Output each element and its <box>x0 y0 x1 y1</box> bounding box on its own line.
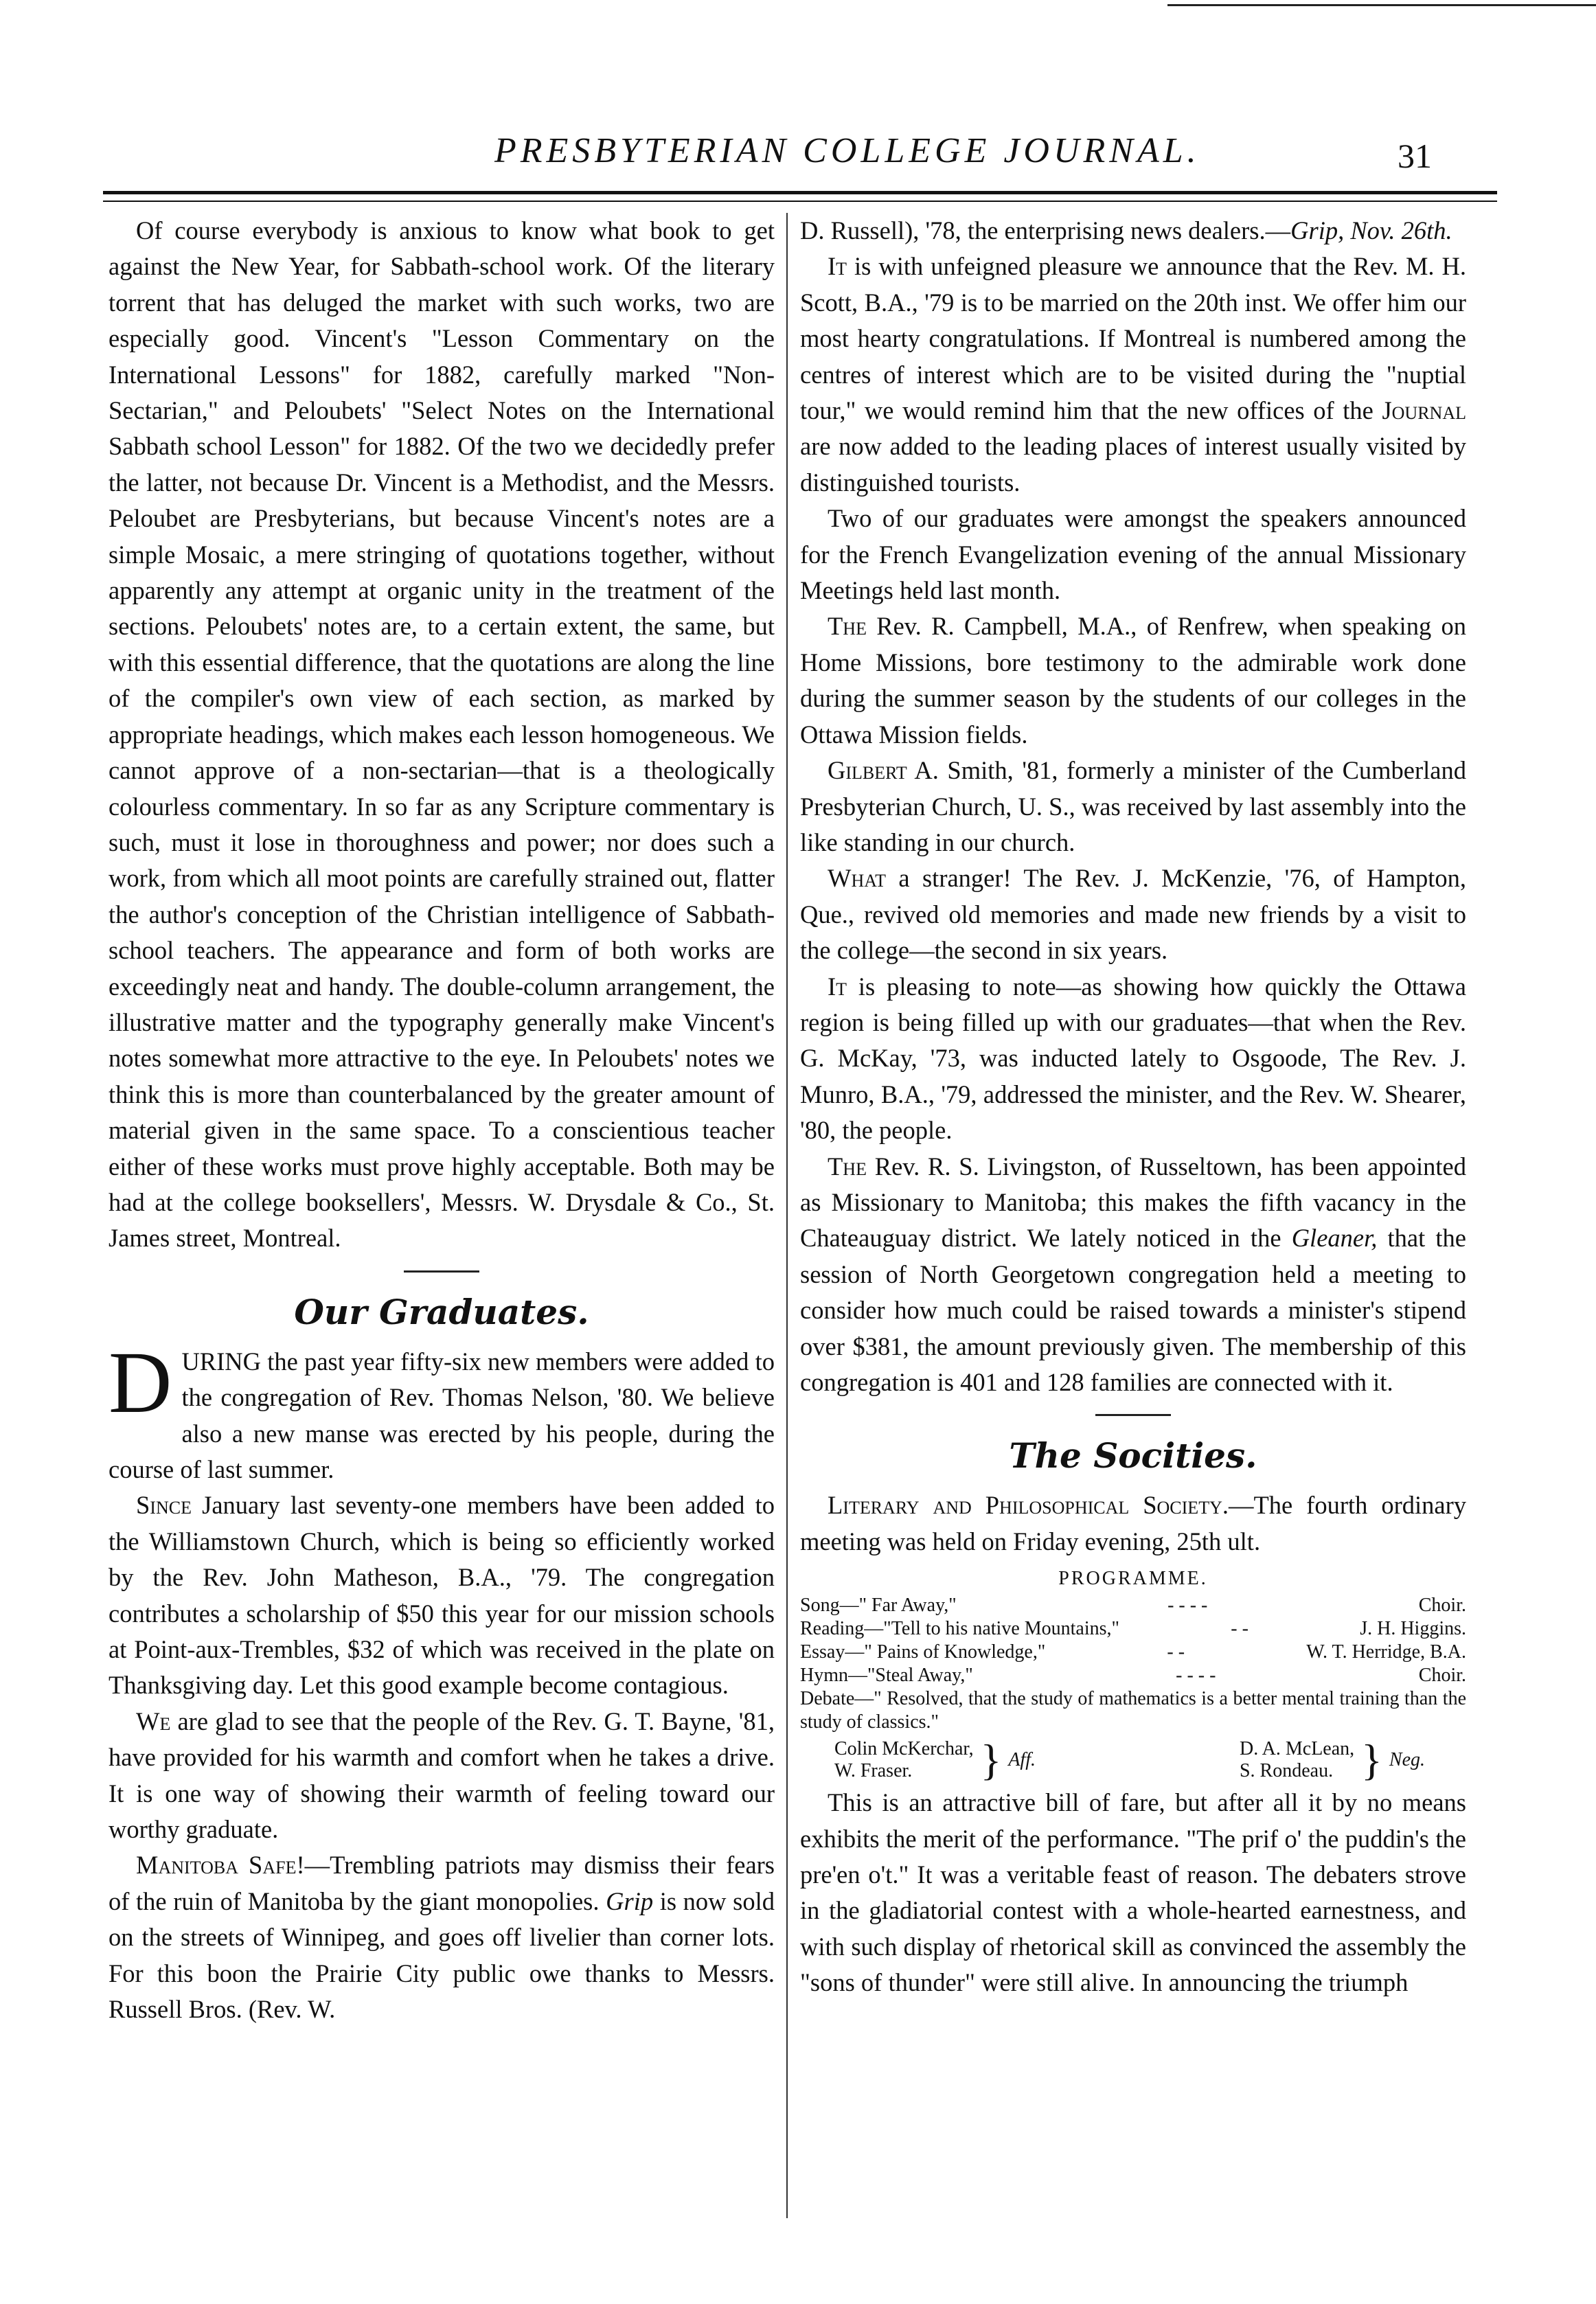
closing-paragraph: This is an attractive bill of fare, but after all it by no means exhibits the merit of the performance. "The prif o' the puddin's the pre'en o't." It was a veritable feast of reason. The debaters strove in the gladiatorial contest with a whole-hearted earnestness, and with such display of rhetorical skill as convinced the assembly the "sons of thunder" were still alive. In announcing the triumph <box>800 1788 1466 1997</box>
paragraph-text: Rev. R. Campbell, M.A., of Renfrew, when speaking on Home Missions, bore testimony to the admirable work done during the summer season by the students of our colleges in the Ottawa Mission fields. <box>800 612 1466 749</box>
item-title: Essay—" Pains of Knowledge," <box>800 1641 1046 1663</box>
literary-society-paragraph <box>800 1487 1466 1560</box>
citation: Grip, Nov. 26th. <box>1290 216 1452 244</box>
column-divider <box>786 213 788 2218</box>
debater-name: W. Fraser. <box>834 1760 913 1782</box>
left-column <box>109 213 775 2028</box>
graduates-heading: Our Graduates. <box>294 1291 589 1332</box>
section-divider <box>404 1270 479 1273</box>
paragraph-text: a stranger! The Rev. J. McKenzie, '76, of Hampton, Que., revived old memories and made new friends by a visit to the college—the second in six years. <box>800 864 1466 965</box>
ottawa-paragraph <box>800 969 1466 1149</box>
page-number: 31 <box>1398 137 1432 175</box>
paragraph-text: is pleasing to note—as showing how quickly the Ottawa region is being filled up with our graduates—that when the Rev. G. McKay, '73, was inducted lately to Osgoode, The Rev. J. Munro, B.A., '79, addressed the minister, and the Rev. W. Shearer, '80, the people. <box>800 972 1466 1145</box>
gleaner-title: Gleaner, <box>1291 1224 1378 1253</box>
item-performer: Choir. <box>1418 1665 1466 1687</box>
item-performer: W. T. Herridge, B.A. <box>1306 1641 1466 1663</box>
programme-item <box>800 1594 1466 1617</box>
item-performer: J. H. Higgins. <box>1360 1618 1466 1640</box>
lead-word: It <box>828 972 847 1001</box>
drop-cap: D <box>109 1333 172 1431</box>
paragraph-text: are glad to see that the people of the Rev. G. T. Bayne, '81, have provided for his warmth and comfort when he takes a drive. It is one way of showing their warmth of feeling toward our worthy graduate. <box>109 1707 775 1844</box>
mckenzie-paragraph <box>800 860 1466 968</box>
right-column <box>800 213 1466 2001</box>
programme-list <box>800 1594 1466 1687</box>
williamstown-paragraph <box>109 1487 775 1703</box>
lead-word: What <box>828 864 887 893</box>
programme-item <box>800 1641 1466 1664</box>
paragraph-text: Rev. R. S. Livingston, of Russeltown, has been appointed as Missionary to Manitoba; this makes the fifth vacancy in the Chateauguay district. We lately noticed in the <box>800 1152 1466 1253</box>
item-title: Reading—"Tell to his native Mountains," <box>800 1618 1119 1640</box>
journal-title: PRESBYTERIAN COLLEGE JOURNAL. <box>494 131 1200 170</box>
paragraph-text: A. Smith, '81, formerly a minister of the Cumberland Presbyterian Church, U. S., was received by last assembly into the like standing in our church. <box>800 756 1466 856</box>
lead-word: The <box>828 612 867 641</box>
programme-title: PROGRAMME. <box>1058 1568 1208 1590</box>
paragraph-text: is with unfeigned pleasure we announce that the Rev. M. H. Scott, B.A., '79 is to be married on the 20th inst. We offer him our most hearty congratulations. If Montreal is numbered among the centres of interest which are to be visited during the "nuptial tour," we would remind him that the new offices of the <box>800 252 1466 425</box>
item-dashes: - - <box>1167 1641 1185 1663</box>
section-divider <box>1095 1414 1171 1416</box>
negative-team <box>1239 1735 1425 1785</box>
affirmative-team <box>834 1735 1036 1785</box>
debate-line: Debate—" Resolved, that the study of mathematics is a better mental training than the study of classics." <box>800 1688 1466 1733</box>
evangelization-paragraph: Two of our graduates were amongst the speakers announced for the French Evangelization evening of the annual Missionary Meetings held last month. <box>800 504 1466 605</box>
lead-word: Since <box>136 1491 192 1520</box>
paragraph-text: is now sold on the streets of Winnipeg, and goes off livelier than corner lots. For this boon the Prairie City public owe thanks to Messrs. Russell Bros. (Rev. W. <box>109 1886 775 2024</box>
debater-name: D. A. McLean, <box>1239 1738 1355 1760</box>
debater-name: Colin McKerchar, <box>834 1738 974 1760</box>
paragraph-text: D. Russell), '78, the enterprising news dealers.— <box>800 216 1291 244</box>
graduates-p1-text: URING the past year fifty-six new members were added to the congregation of Rev. Thomas Nelson, '80. We believe also a new manse was erected by his people, during the course of last summer. <box>109 1347 775 1483</box>
lead-word: Gilbert <box>828 756 907 785</box>
paragraph-text: !—Trembling patriots may dismiss their fears of the ruin of Manitoba by the giant monopolies. <box>109 1851 775 1915</box>
graduates-paragraph-1 <box>109 1333 775 1488</box>
brace-icon: } <box>980 1735 1002 1785</box>
lead-word: Manitoba Safe <box>136 1851 297 1880</box>
lead-word: The <box>828 1152 867 1180</box>
manitoba-paragraph <box>109 1847 775 2027</box>
page-header <box>0 0 1596 206</box>
negative-label: Neg. <box>1389 1749 1425 1771</box>
affirmative-label: Aff. <box>1008 1749 1036 1771</box>
continuation-paragraph <box>800 213 1466 249</box>
livingston-paragraph <box>800 1149 1466 1401</box>
header-rule-thin <box>103 201 1497 202</box>
item-title: Song—" Far Away," <box>800 1595 957 1617</box>
item-performer: Choir. <box>1418 1595 1466 1617</box>
paragraph-text: that the session of North Georgetown congregation held a meeting to consider how much could be raised towards a minister's stipend over $381, the amount previously given. The membership of this congregation is 401 and 128 families are connected with it. <box>800 1224 1467 1396</box>
bayne-paragraph <box>109 1704 775 1848</box>
programme-item <box>800 1617 1466 1641</box>
societies-heading: The Socities. <box>1009 1435 1257 1476</box>
journal-word: Journal <box>1382 396 1466 425</box>
debater-name: S. Rondeau. <box>1239 1760 1334 1782</box>
sunday-school-books-paragraph: Of course everybody is anxious to know what book to get against the New Year, for Sabbath-school work. Of the literary torrent that has deluged the market with such works, two are especially good. Vincent's "Lesson Commentary on the International Lessons" for 1882, carefully marked "Non-Sectarian," and Peloubets' "Select Notes on the International Sabbath school Lesson" for 1882. Of the two we decidedly prefer the latter, not because Dr. Vincent is a Methodist, and the Messrs. Peloubet are Presbyterians, but because Vincent's notes are a simple Mosaic, a mere stringing of quotations together, without apparently any attempt at organic unity in the treatment of the sections. Peloubets' notes are, to a certain extent, the same, but with this essential difference, that the quotations are along the line of the compiler's own view of each section, as marked by appropriate headings, which makes each lesson homogeneous. We cannot approve of a non-sectarian—that is a theologically colourless commentary. In so far as any Scripture commentary is such, must it lose in thoroughness and power; nor does such a work, from which all moot points are carefully strained out, flatter the author's conception of the Christian intelligence of Sabbath-school teachers. The appearance and form of both works are exceedingly neat and handy. The double-column arrangement, the illustrative matter and the typography generally make Vincent's notes somewhat more attractive to the eye. In Peloubets' notes we think this is more than counterbalanced by the greater amount of material given in the same space. To a conscientious teacher either of these works must prove highly acceptable. Both may be had at the college booksellers', Messrs. W. Drysdale & Co., St. James street, Montreal. <box>109 216 775 1253</box>
debaters <box>834 1735 1425 1785</box>
scott-paragraph <box>800 249 1466 501</box>
paragraph-text: .—The fourth ordinary meeting was held on Friday evening, 25th ult. <box>800 1491 1466 1555</box>
brace-icon: } <box>1361 1735 1382 1785</box>
header-rule-thick <box>103 191 1497 194</box>
programme-item <box>800 1664 1466 1687</box>
item-dashes: - - - - <box>1167 1595 1208 1617</box>
paragraph-text: are now added to the leading places of interest usually visited by distinguished tourists. <box>800 432 1466 497</box>
lead-word: It <box>828 252 847 281</box>
item-dashes: - - <box>1231 1618 1249 1640</box>
paragraph-text: January last seventy-one members have been added to the Williamstown Church, which is being so efficiently worked by the Rev. John Matheson, B.A., '79. The congregation contributes a scholarship of $50 this year for our mission schools at Point-aux-Trembles, $32 of which was received in the plate on Thanksgiving day. Let this good example become contagious. <box>109 1491 775 1700</box>
smith-paragraph <box>800 753 1466 860</box>
lead-word: We <box>136 1707 171 1735</box>
society-name: Literary and Philosophical Society <box>828 1491 1222 1520</box>
campbell-paragraph <box>800 608 1466 753</box>
item-dashes: - - - - <box>1176 1665 1216 1687</box>
grip-title: Grip <box>606 1886 654 1915</box>
item-title: Hymn—"Steal Away," <box>800 1665 973 1687</box>
